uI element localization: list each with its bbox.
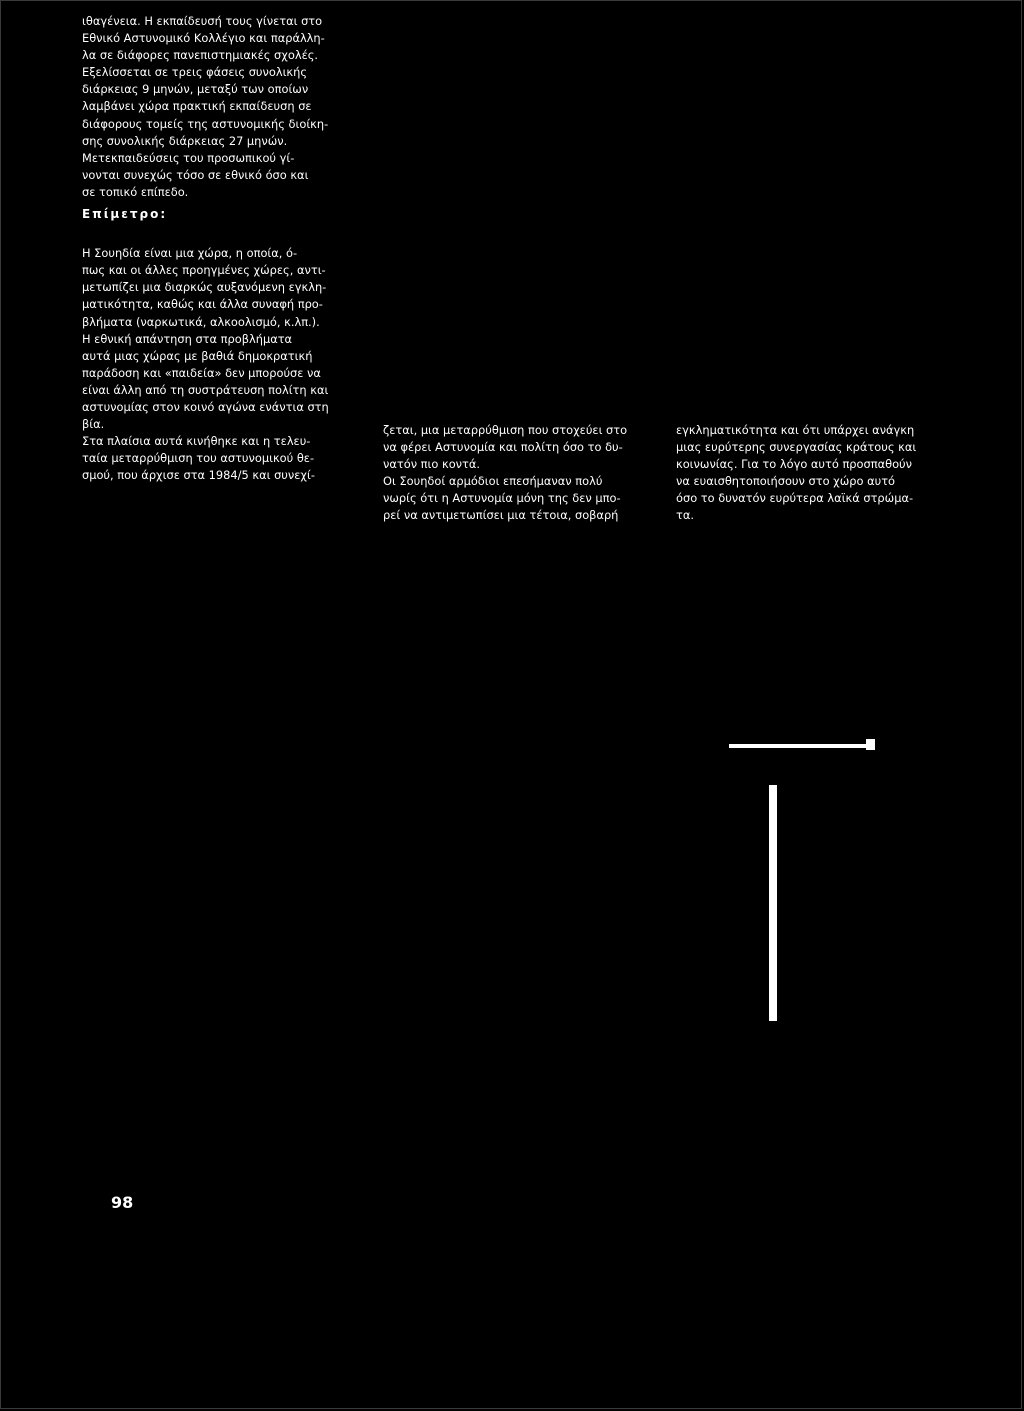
text-line: νονται συνεχώς τόσο σε εθνικό όσο και (82, 167, 309, 182)
text-line: μετωπίζει μια διαρκώς αυξανόμενη εγκλη- (82, 280, 327, 295)
text-column-2 (383, 422, 658, 525)
text-line: είναι άλλη από τη συστράτευση πολίτη και (82, 382, 329, 397)
decorative-horizontal-bar (729, 744, 875, 748)
text-line: αστυνομίας στον κοινό αγώνα ενάντια στη (82, 399, 329, 414)
text-line: Η Σουηδία είναι μια χώρα, η οποία, ό- (82, 246, 298, 261)
page-number: 98 (111, 1193, 134, 1212)
text-line: Εθνικό Αστυνομικό Κολλέγιο και παράλλη- (82, 31, 325, 46)
text-line: βία. (82, 417, 105, 432)
text-line: Οι Σουηδοί αρμόδιοι επεσήμαναν πολύ (383, 474, 603, 489)
text-column-3 (676, 422, 958, 525)
text-line: λα σε διάφορες πανεπιστημιακές σχολές. (82, 48, 319, 63)
text-line: Εξελίσσεται σε τρεις φάσεις συνολικής (82, 65, 308, 80)
text-line: αυτά μιας χώρας με βαθιά δημοκρατική (82, 348, 313, 363)
paragraph-national-response (82, 331, 352, 434)
text-line: παράδοση και «παιδεία» δεν μπορούσε να (82, 365, 321, 380)
decorative-vertical-bar (769, 785, 777, 1021)
text-line: όσο το δυνατόν ευρύτερα λαϊκά στρώμα- (676, 491, 914, 506)
text-line: κοινωνίας. Για το λόγο αυτό προσπαθούν (676, 457, 912, 472)
text-line: μιας ευρύτερης συνεργασίας κράτους και (676, 440, 917, 455)
text-line: λαμβάνει χώρα πρακτική εκπαίδευση σε (82, 99, 312, 114)
text-line: βλήματα (ναρκωτικά, αλκοολισμό, κ.λπ.). (82, 314, 320, 329)
text-line: διάφορους τομείς της αστυνομικής διοίκη- (82, 116, 329, 131)
text-line: Μετεκπαιδεύσεις του προσωπικού γί- (82, 150, 295, 165)
text-column-1 (82, 13, 352, 484)
text-line: σμού, που άρχισε στα 1984/5 και συνεχί- (82, 468, 315, 483)
text-line: σης συνολικής διάρκειας 27 μηνών. (82, 133, 288, 148)
text-line: νατόν πιο κοντά. (383, 457, 481, 472)
paragraph-further-training (82, 150, 352, 201)
text-line: διάρκειας 9 μηνών, μεταξύ των οποίων (82, 82, 309, 97)
paragraph-reform-continued (383, 422, 658, 473)
text-line: σε τοπικό επίπεδο. (82, 184, 189, 199)
decorative-bar-end (866, 739, 875, 750)
text-line: Η εθνική απάντηση στα προβλήματα (82, 331, 293, 346)
paragraph-cooperation (676, 422, 958, 525)
text-line: ματικότητα, καθώς και άλλα συναφή προ- (82, 297, 323, 312)
text-line: να ευαισθητοποιήσουν στο χώρο αυτό (676, 474, 896, 489)
paragraph-swedish-officials (383, 473, 658, 524)
text-line: πως και οι άλλες προηγμένες χώρες, αντι- (82, 263, 326, 278)
paragraph-reform (82, 433, 352, 484)
text-line: ιθαγένεια. Η εκπαίδευσή τους γίνεται στο (82, 14, 323, 28)
text-line: τα. (676, 508, 694, 523)
text-line: νωρίς ότι η Αστυνομία μόνη της δεν μπο- (383, 491, 621, 506)
paragraph-sweden-crime (82, 245, 352, 330)
section-heading-epilogue: Επίμετρο: (82, 207, 168, 222)
paragraph-education (82, 13, 352, 150)
text-line: ζεται, μια μεταρρύθμιση που στοχεύει στο (383, 423, 628, 437)
text-line: ταία μεταρρύθμιση του αστυνομικού θε- (82, 451, 315, 466)
text-line: εγκληματικότητα και ότι υπάρχει ανάγκη (676, 423, 915, 437)
text-line: να φέρει Αστυνομία και πολίτη όσο το δυ- (383, 440, 623, 455)
text-line: ρεί να αντιμετωπίσει μια τέτοια, σοβαρή (383, 508, 619, 523)
text-line: Στα πλαίσια αυτά κινήθηκε και η τελευ- (82, 434, 311, 449)
